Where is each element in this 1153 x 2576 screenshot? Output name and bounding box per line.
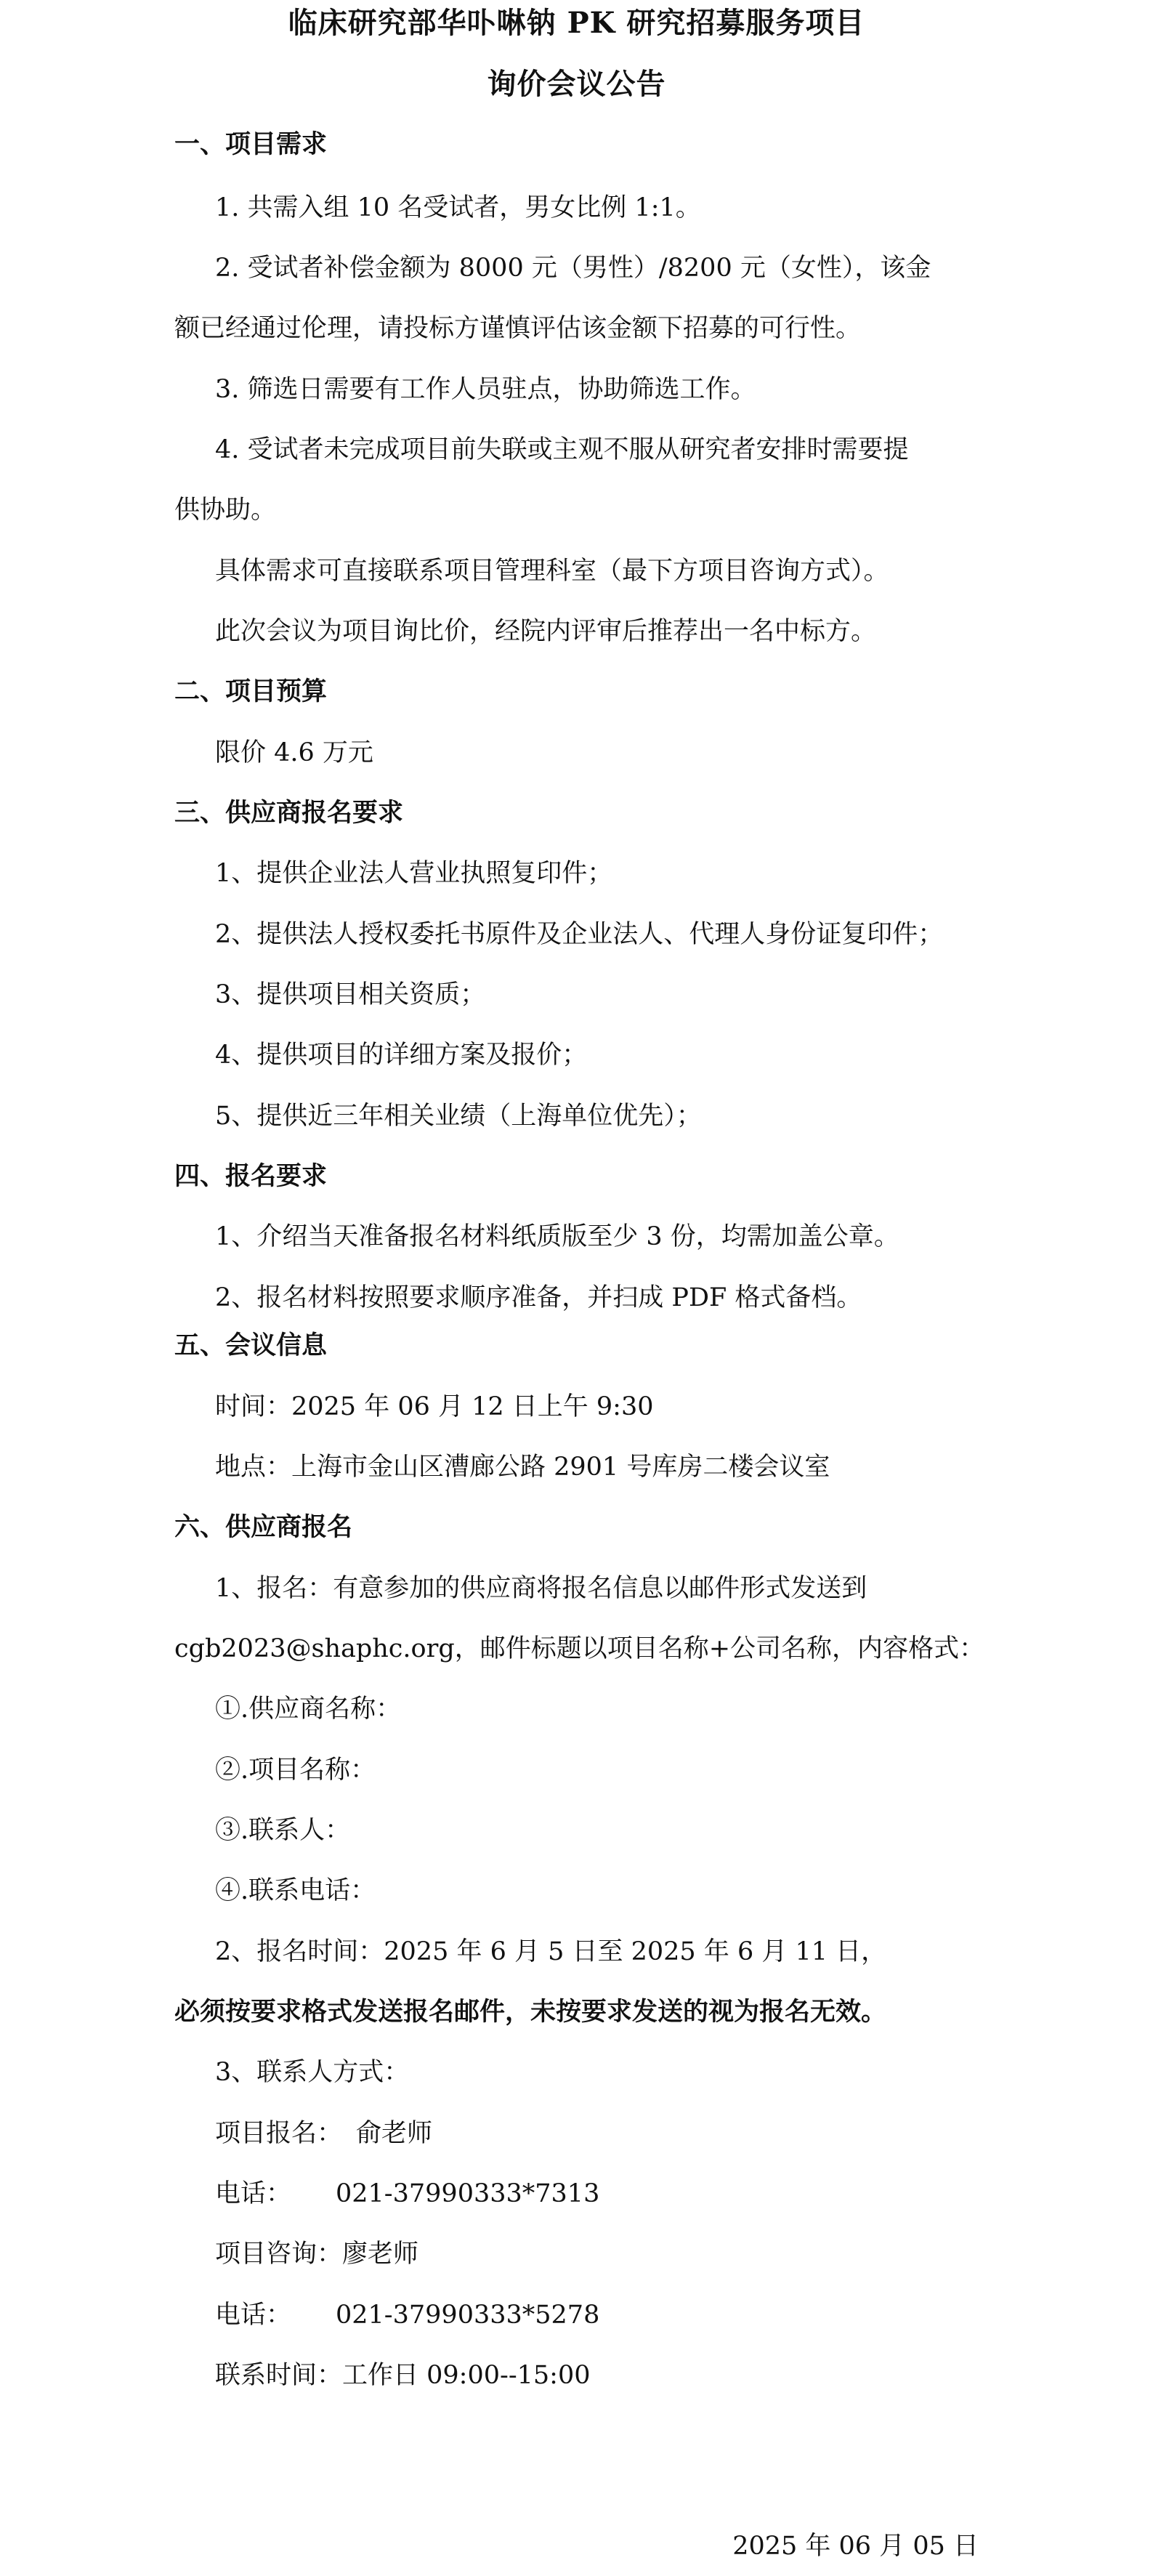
contact-signup-name: 俞老师 xyxy=(356,2119,433,2148)
contact-phone-1-label: 电话： xyxy=(215,2179,292,2208)
supplier-requirement-3: 3、提供项目相关资质； xyxy=(215,980,486,1009)
section1-heading: 一、项目需求 xyxy=(174,129,328,159)
meeting-time: 时间：2025 年 06 月 12 日上午 9:30 xyxy=(215,1392,654,1421)
section4-heading: 四、报名要求 xyxy=(174,1161,328,1191)
requirement-item-1: 1. 共需入组 10 名受试者，男女比例 1:1。 xyxy=(215,193,701,222)
signup-field-project: ②.项目名称： xyxy=(215,1756,376,1785)
signup-instruction-line1: 1、报名：有意参加的供应商将报名信息以邮件形式发送到 xyxy=(215,1574,867,1603)
contact-phone-1-value: 021-37990333*7313 xyxy=(336,2179,600,2208)
contact-hours: 联系时间：工作日 09:00--15:00 xyxy=(215,2361,591,2390)
contact-consult xyxy=(215,2237,418,2272)
requirement-note-2: 此次会议为项目询比价，经院内评审后推荐出一名中标方。 xyxy=(215,617,877,646)
document-title: 临床研究部华卟啉钠 PK 研究招募服务项目 xyxy=(288,6,865,40)
section2-heading: 二、项目预算 xyxy=(174,677,328,706)
contact-phone-1 xyxy=(215,2176,599,2211)
signup-instruction-line2: cgb2023@shaphc.org，邮件标题以项目名称+公司名称，内容格式： xyxy=(174,1634,985,1663)
supplier-requirement-1: 1、提供企业法人营业执照复印件； xyxy=(215,859,613,888)
contact-heading: 3、联系人方式： xyxy=(215,2058,410,2087)
supplier-requirement-2: 2、提供法人授权委托书原件及企业法人、代理人身份证复印件； xyxy=(215,920,944,949)
requirement-item-2-line2: 额已经通过伦理，请投标方谨慎评估该金额下招募的可行性。 xyxy=(174,314,862,343)
requirement-item-4-line1: 4. 受试者未完成项目前失联或主观不服从研究者安排时需要提 xyxy=(215,435,909,464)
signup-warning: 必须按要求格式发送报名邮件，未按要求发送的视为报名无效。 xyxy=(174,1997,887,2027)
requirement-item-2-line1: 2. 受试者补偿金额为 8000 元（男性）/8200 元（女性），该金 xyxy=(215,254,931,283)
contact-signup xyxy=(215,2116,432,2151)
requirement-item-3: 3. 筛选日需要有工作人员驻点，协助筛选工作。 xyxy=(215,375,756,404)
section5-heading: 五、会议信息 xyxy=(174,1331,328,1360)
signup-field-contact: ③.联系人： xyxy=(215,1816,351,1845)
document-subtitle: 询价会议公告 xyxy=(487,67,666,101)
contact-phone-2 xyxy=(215,2298,599,2333)
section6-heading: 六、供应商报名 xyxy=(174,1512,353,1542)
requirement-note-1: 具体需求可直接联系项目管理科室（最下方项目咨询方式）。 xyxy=(215,557,889,586)
contact-signup-label: 项目报名： xyxy=(215,2119,343,2148)
signup-requirement-1: 1、介绍当天准备报名材料纸质版至少 3 份，均需加盖公章。 xyxy=(215,1222,899,1251)
contact-consult-name: 廖老师 xyxy=(342,2240,419,2269)
contact-phone-2-label: 电话： xyxy=(215,2301,292,2330)
signup-period: 2、报名时间：2025 年 6 月 5 日至 2025 年 6 月 11 日， xyxy=(215,1937,887,1966)
supplier-requirement-4: 4、提供项目的详细方案及报价； xyxy=(215,1041,588,1070)
announcement-date: 2025 年 06 月 05 日 xyxy=(732,2532,979,2561)
signup-field-phone: ④.联系电话： xyxy=(215,1876,376,1905)
contact-phone-2-value: 021-37990333*5278 xyxy=(336,2301,600,2330)
contact-consult-label: 项目咨询： xyxy=(215,2240,343,2269)
supplier-requirement-5: 5、提供近三年相关业绩（上海单位优先）； xyxy=(215,1102,702,1131)
signup-field-supplier: ①.供应商名称： xyxy=(215,1695,402,1724)
signup-requirement-2: 2、报名材料按照要求顺序准备，并扫成 PDF 格式备档。 xyxy=(215,1283,862,1312)
meeting-place: 地点：上海市金山区漕廊公路 2901 号库房二楼会议室 xyxy=(215,1453,830,1482)
requirement-item-4-line2: 供协助。 xyxy=(174,496,277,525)
section3-heading: 三、供应商报名要求 xyxy=(174,798,404,828)
budget-limit: 限价 4.6 万元 xyxy=(215,738,373,767)
